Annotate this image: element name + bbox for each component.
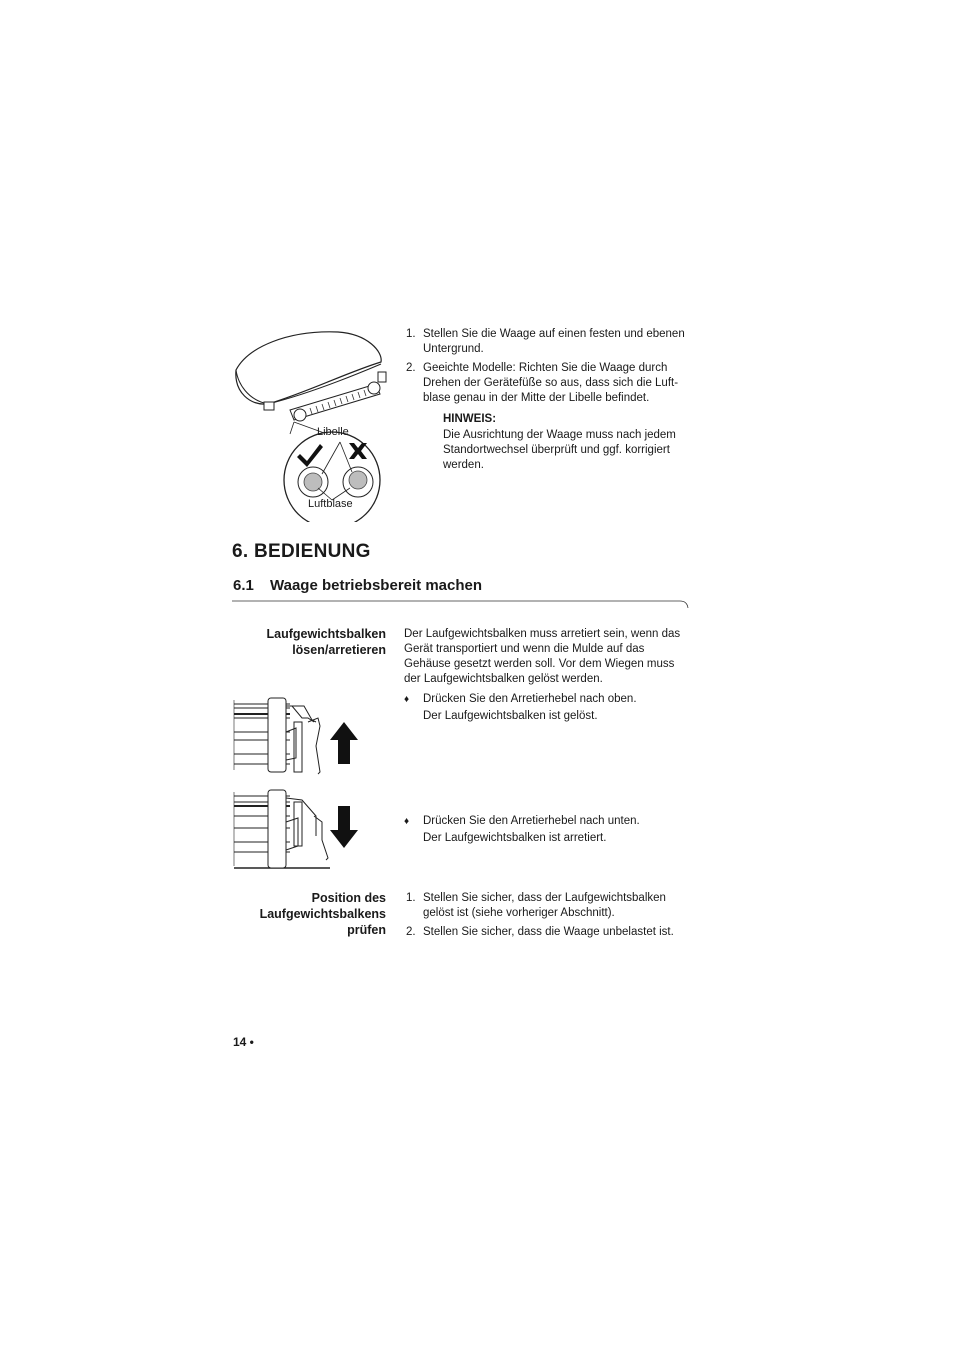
label-luftblase: Luftblase (308, 498, 353, 510)
section-title: 6. BEDIENUNG (232, 541, 371, 562)
subsection-text: Waage betriebsbereit machen (270, 577, 483, 594)
block1-heading: Laufgewichtsbalken lösen/arretieren (266, 627, 386, 657)
block2-step-2: 2. Stellen Sie sicher, dass die Waage unbelastet ist. (406, 926, 674, 938)
intro-step-2: 2. Geeichte Modelle: Richten Sie die Waage durch Drehen der Gerätefüße so aus, dass sich die Luft-blase genau in der Mitte der Libelle befindet. (406, 362, 679, 404)
subsection-number: 6.1 (233, 577, 254, 594)
bullet-release-line2: Der Laufgewichtsbalken ist gelöst. (423, 710, 598, 722)
section-rule (232, 598, 692, 610)
block2-heading: Position des Laufgewichtsbalkens prüfen (259, 891, 386, 937)
bullet-lock-line2: Der Laufgewichtsbalken ist arretiert. (423, 832, 607, 844)
arrow-down-icon (330, 806, 358, 848)
subsection-title (233, 577, 482, 594)
page-number: 14 • (233, 1035, 254, 1049)
bullet-lock-line1: Drücken Sie den Arretierhebel nach unten. (423, 815, 640, 827)
hinweis-text: Die Ausrichtung der Waage muss nach jedem Standortwechsel überprüft und ggf. korrigiert werden. (443, 429, 676, 471)
intro-step-1: 1. Stellen Sie die Waage auf einen festen und ebenen Untergrund. (406, 328, 685, 355)
block1-text: Der Laufgewichtsbalken muss arretiert sein, wenn das Gerät transportiert und wenn die Mulde auf das Gehäuse gesetzt werden soll. Vor dem Wiegen muss der Laufgewichtsbalken gelöst werden. (404, 628, 681, 685)
lever-up-illustration (232, 692, 362, 780)
bullet-release-line1: Drücken Sie den Arretierhebel nach oben. (423, 693, 637, 705)
label-libelle: Libelle (317, 426, 349, 438)
scale-level-illustration (228, 322, 393, 522)
bullet-diamond-icon: ♦ (404, 694, 410, 705)
bullet-release (404, 692, 713, 724)
block2-step-1: 1. Stellen Sie sicher, dass der Laufgewichtsbalken gelöst ist (siehe vorheriger Abschnitt). (406, 892, 666, 919)
block2-steps (404, 891, 694, 944)
lever-down-illustration (232, 786, 362, 874)
intro-steps (404, 327, 694, 410)
bullet-diamond-icon: ♦ (404, 816, 410, 827)
hinweis-title: HINWEIS: (443, 413, 497, 425)
arrow-up-icon (330, 722, 358, 764)
bullet-lock (404, 814, 713, 846)
